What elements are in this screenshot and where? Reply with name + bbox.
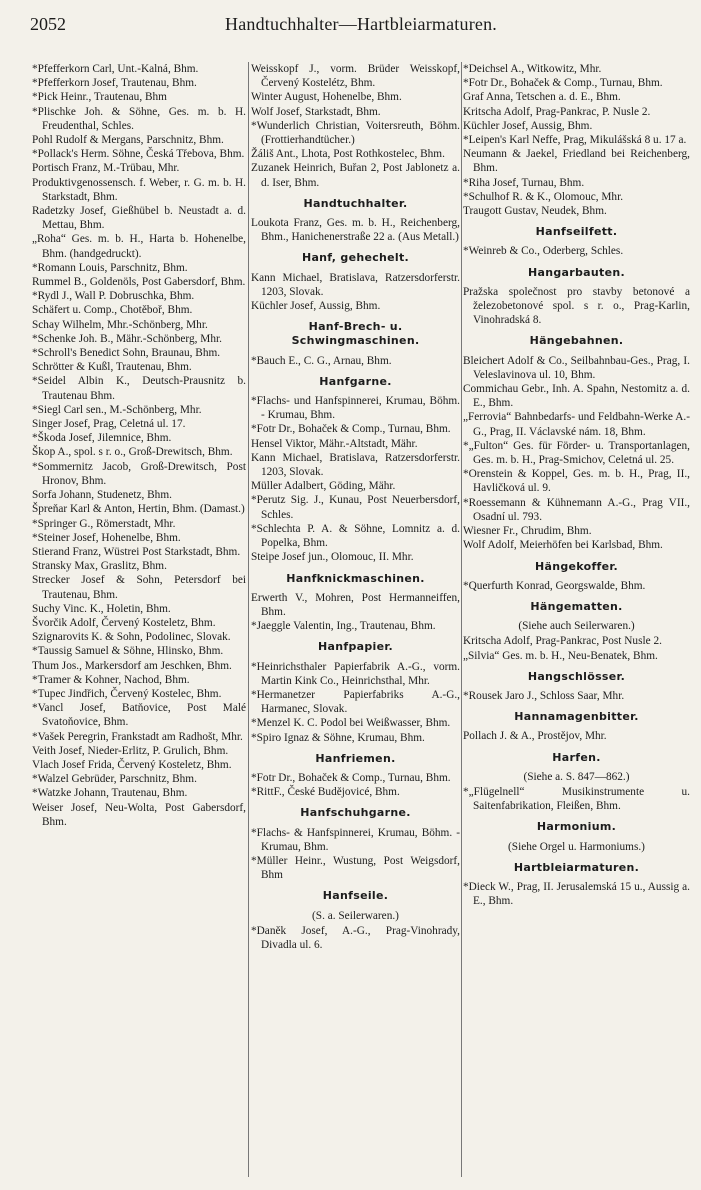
directory-entry: Wolf Adolf, Meierhöfen bei Karlsbad, Bhm.	[463, 539, 663, 552]
directory-entry: *Tupec Jindřich, Červený Kostelec, Bhm.	[32, 687, 222, 700]
directory-entry: Loukota Franz, Ges. m. b. H., Reichenberg, Bhm., Hanichenerstraße 22 a. (Aus Metall.)	[251, 217, 460, 244]
directory-entry: *Menzel K. C. Podol bei Weißwasser, Bhm.	[251, 717, 451, 730]
directory-entry: *Škoda Josef, Jilemnice, Bhm.	[32, 432, 172, 445]
directory-entry: Švorčik Adolf, Červený Kosteletz, Bhm.	[32, 616, 216, 629]
directory-entry: *Schroll's Benedict Sohn, Braunau, Bhm.	[32, 347, 221, 360]
directory-entry: „Silvia“ Ges. m. b. H., Neu-Benatek, Bhm.	[463, 649, 658, 662]
directory-entry: *Vašek Peregrin, Frankstadt am Radhošt, Mhr.	[32, 730, 243, 743]
directory-entry: Bleichert Adolf & Co., Seilbahnbau-Ges., Prag, I. Veleslavinova ul. 10, Bhm.	[463, 354, 690, 381]
directory-entry: *Deichsel A., Witkowitz, Mhr.	[463, 63, 602, 75]
directory-entry: Wolf Josef, Starkstadt, Bhm.	[251, 105, 381, 118]
directory-entry: *Fotr Dr., Bohaček & Comp., Turnau, Bhm.	[251, 771, 451, 784]
directory-entry: Thum Jos., Markersdorf am Jeschken, Bhm.	[32, 659, 232, 672]
directory-entry: *Bauch E., C. G., Arnau, Bhm.	[251, 354, 392, 367]
directory-entry: *Wunderlich Christian, Voitersreuth, Böhm. (Frottierhandtücher.)	[251, 119, 460, 147]
directory-entry: Weiser Josef, Neu-Wolta, Post Gabersdorf, Bhm.	[32, 801, 246, 828]
directory-entry: *Weinreb & Co., Oderberg, Schles.	[463, 245, 624, 258]
directory-entry: „Roha“ Ges. m. b. H., Harta b. Hohenelbe, Bhm. (handgedruckt).	[32, 233, 246, 260]
directory-entry: Schrötter & Kußl, Trautenau, Bhm.	[32, 361, 192, 374]
section-heading: Hanfseile.	[322, 889, 389, 903]
directory-entry: Pollach J. & A., Prostějov, Mhr.	[463, 730, 607, 743]
directory-entry: Wiesner Fr., Chrudim, Bhm.	[463, 525, 592, 538]
directory-entry: Schäfert u. Comp., Chotěboř, Bhm.	[32, 304, 193, 317]
directory-entry: Schay Wilhelm, Mhr.-Schönberg, Mhr.	[32, 318, 208, 331]
section-heading: Harfen.	[552, 750, 601, 764]
section-heading: Hängekoffer.	[534, 559, 619, 573]
directory-entry: *Steiner Josef, Hohenelbe, Bhm.	[32, 531, 181, 544]
section-heading: Harmonium.	[536, 820, 617, 834]
directory-entry: *Siegl Carl sen., M.-Schönberg, Mhr.	[32, 403, 202, 416]
directory-entry: *Plischke Joh. & Söhne, Ges. m. b. H. Freudenthal, Schles.	[32, 105, 246, 132]
directory-entry: Škop A., spol. s r. o., Groß-Drewitsch, Bhm.	[32, 446, 233, 459]
directory-entry: Veith Josef, Nieder-Erlitz, P. Grulich, Bhm.	[32, 744, 229, 757]
directory-entry: Weisskopf J., vorm. Brüder Weisskopf, Červený Kostelétz, Bhm.	[251, 63, 460, 90]
cross-reference-note: (S. a. Seilerwaren.)	[312, 909, 399, 922]
directory-entry: *Pfefferkorn Carl, Unt.-Kalná, Bhm.	[32, 63, 199, 75]
directory-entry: *„Fulton“ Ges. für Förder- u. Transportanlagen, Ges. m. b. H., Prag-Smichov, Celetná ul. 25.	[463, 439, 690, 467]
cross-reference-note: (Siehe a. S. 847—862.)	[523, 770, 630, 783]
directory-entry: *Schenke Joh. B., Mähr.-Schönberg, Mhr.	[32, 332, 222, 345]
directory-entry: *Walzel Gebrüder, Parschnitz, Bhm.	[32, 773, 197, 786]
directory-entry: Suchy Vinc. K., Holetin, Bhm.	[32, 602, 171, 615]
directory-entry: *Spiro Ignaz & Söhne, Krumau, Bhm.	[251, 731, 425, 744]
directory-entry: *Sommernitz Jacob, Groß-Drewitsch, Post Hronov, Bhm.	[32, 460, 246, 487]
directory-entry: *Jaeggle Valentin, Ing., Trautenau, Bhm.	[251, 620, 436, 633]
directory-entry: Winter August, Hohenelbe, Bhm.	[251, 91, 402, 104]
column-divider	[461, 62, 462, 1177]
directory-entry: *Müller Heinr., Wustung, Post Weigsdorf, Bhm	[251, 854, 460, 882]
section-heading: Hanf-Brech- u. Schwingmaschinen.	[291, 320, 420, 348]
section-heading: Hanfpapier.	[318, 640, 393, 654]
directory-entry: *Rousek Jaro J., Schloss Saar, Mhr.	[463, 689, 625, 702]
directory-entry: *Seidel Albin K., Deutsch-Prausnitz b. Trautenau Bhm.	[32, 375, 246, 402]
section-heading: Hartbleiarmaturen.	[513, 860, 640, 874]
directory-entry: *Querfurth Konrad, Georgswalde, Bhm.	[463, 579, 646, 592]
directory-entry: Stierand Franz, Wüstrei Post Starkstadt, Bhm.	[32, 545, 241, 558]
directory-entry: *Leipen's Karl Neffe, Prag, Mikulášská 8 u. 17 a.	[463, 134, 687, 147]
directory-entry: *„Flügelnell“ Musikinstrumente u. Saitenfabrikation, Fleißen, Bhm.	[463, 785, 690, 813]
section-heading: Hangschlösser.	[527, 669, 626, 683]
section-heading: Hanfgarne.	[319, 374, 392, 388]
section-heading: Hannamagenbitter.	[514, 710, 639, 724]
directory-entry: Kritscha Adolf, Prag-Pankrac, P. Nusle 2.	[463, 105, 651, 118]
columns	[32, 62, 692, 1177]
directory-entry: Kann Michael, Bratislava, Ratzersdorferstr. 1203, Slovak.	[251, 271, 460, 298]
section-heading: Hängematten.	[530, 599, 623, 613]
page-number: 2052	[30, 14, 66, 34]
column-1	[32, 62, 246, 1177]
directory-entry: *Pfefferkorn Josef, Trautenau, Bhm.	[32, 77, 197, 90]
page-header	[30, 14, 681, 42]
directory-entry: *Vancl Josef, Batňovice, Post Malé Svatoňovice, Bhm.	[32, 702, 246, 729]
directory-entry: *Rydl J., Wall P. Dobruschka, Bhm.	[32, 290, 195, 303]
directory-entry: *Flachs- & Hanfspinnerei, Krumau, Böhm. - Krumau, Bhm.	[251, 826, 460, 853]
cross-reference-note: (Siehe auch Seilerwaren.)	[518, 620, 635, 633]
directory-entry: Pražska společnost pro stavby betonové a železobetonové spol. s r. o., Prag-Karlin, Vinohradská 8.	[463, 285, 690, 327]
directory-entry: Neumann & Jaekel, Friedland bei Reichenberg, Bhm.	[463, 148, 690, 175]
directory-entry: Szignarovits K. & Sohn, Podolinec, Slovak.	[32, 631, 231, 644]
directory-entry: *Riha Josef, Turnau, Bhm.	[463, 176, 585, 189]
directory-entry: Zuzanek Heinrich, Buřan 2, Post Jablonetz a. d. Iser, Bhm.	[251, 162, 460, 189]
directory-entry: *Heinrichsthaler Papierfabrik A.-G., vorm. Martin Kink Co., Heinrichsthal, Mhr.	[251, 660, 460, 687]
directory-entry: Singer Josef, Prag, Celetná ul. 17.	[32, 418, 186, 431]
directory-entry: Sorfa Johann, Studenetz, Bhm.	[32, 489, 172, 502]
directory-entry: *Romann Louis, Parschnitz, Bhm.	[32, 261, 188, 274]
directory-entry: Radetzky Josef, Gießhübel b. Neustadt a. d. Mettau, Bhm.	[32, 205, 246, 232]
directory-entry: *Fotr Dr., Bohaček & Comp., Turnau, Bhm.	[251, 423, 451, 436]
directory-entry: *Fotr Dr., Bohaček & Comp., Turnau, Bhm.	[463, 77, 663, 90]
directory-entry: *Daněk Josef, A.-G., Prag-Vinohrady, Divadla ul. 6.	[251, 924, 460, 951]
directory-entry: Kann Michael, Bratislava, Ratzersdorferstr. 1203, Slovak.	[251, 451, 460, 479]
section-heading: Hanfschuhgarne.	[300, 806, 411, 820]
directory-entry: Rummel B., Goldenöls, Post Gabersdorf, Bhm.	[32, 276, 246, 289]
directory-entry: *Springer G., Römerstadt, Mhr.	[32, 517, 176, 530]
directory-entry: Produktivgenossensch. f. Weber, r. G. m. b. H. Starkstadt, Bhm.	[32, 176, 246, 203]
directory-entry: Graf Anna, Tetschen a. d. E., Bhm.	[463, 91, 621, 104]
directory-entry: Hensel Viktor, Mähr.-Altstadt, Mähr.	[251, 437, 418, 450]
column-3	[463, 62, 690, 1177]
column-divider	[248, 62, 249, 1177]
directory-entry: „Ferrovia“ Bahnbedarfs- und Feldbahn-Werke A.-G., Prag, II. Václavské nám. 18, Bhm.	[463, 411, 690, 438]
section-heading: Hängebahnen.	[529, 334, 624, 348]
running-head: Handtuchhalter—Hartbleiarmaturen.	[225, 14, 497, 34]
directory-entry: Žáliš Ant., Lhota, Post Rothkostelec, Bhm.	[251, 148, 445, 161]
directory-entry: Steipe Josef jun., Olomouc, II. Mhr.	[251, 551, 414, 564]
directory-entry: *Tramer & Kohner, Nachod, Bhm.	[32, 673, 190, 686]
directory-entry: *Flachs- und Hanfspinnerei, Krumau, Böhm. - Krumau, Bhm.	[251, 395, 460, 422]
directory-entry: *Hermanetzer Papierfabriks A.-G., Harmanec, Slovak.	[251, 688, 460, 716]
section-heading: Handtuchhalter.	[303, 196, 408, 210]
directory-entry: *Pick Heinr., Trautenau, Bhm	[32, 91, 167, 104]
directory-entry: Traugott Gustav, Neudek, Bhm.	[463, 205, 607, 218]
directory-entry: Vlach Josef Frida, Červený Kosteletz, Bhm.	[32, 758, 232, 771]
directory-entry: *Schulhof R. & K., Olomouc, Mhr.	[463, 190, 624, 203]
directory-entry: *Roessemann & Kühnemann A.-G., Prag VII., Osadní ul. 793.	[463, 496, 690, 523]
directory-entry: *Orenstein & Koppel, Ges. m. b. H., Prag, II., Havličková ul. 9.	[463, 468, 690, 495]
directory-entry: *Watzke Johann, Trautenau, Bhm.	[32, 787, 188, 800]
directory-entry: Pohl Rudolf & Mergans, Parschnitz, Bhm.	[32, 134, 224, 147]
directory-entry: Stransky Max, Graslitz, Bhm.	[32, 560, 167, 573]
directory-entry: Špreňar Karl & Anton, Hertin, Bhm. (Damast.)	[32, 503, 245, 516]
directory-entry: *Taussig Samuel & Söhne, Hlinsko, Bhm.	[32, 645, 224, 658]
directory-entry: *Schlechta P. A. & Söhne, Lomnitz a. d. Popelka, Bhm.	[251, 522, 460, 550]
directory-entry: Portisch Franz, M.-Trübau, Mhr.	[32, 162, 180, 175]
directory-entry: *Pollack's Herm. Söhne, Česká Třebova, Bhm.	[32, 148, 245, 161]
column-2	[251, 62, 460, 1177]
section-heading: Hanfseilfett.	[535, 225, 618, 239]
directory-entry: Küchler Josef, Aussig, Bhm.	[463, 119, 593, 132]
directory-entry: Kritscha Adolf, Prag-Pankrac, Post Nusle 2.	[463, 635, 662, 648]
cross-reference-note: (Siehe Orgel u. Harmoniums.)	[508, 840, 645, 853]
directory-entry: Müller Adalbert, Göding, Mähr.	[251, 480, 396, 493]
directory-entry: *RittF., České Budějovicé, Bhm.	[251, 786, 400, 799]
section-heading: Hanfknickmaschinen.	[286, 571, 425, 585]
directory-entry: *Dieck W., Prag, II. Jerusalemská 15 u., Aussig a. E., Bhm.	[463, 880, 690, 908]
directory-entry: *Perutz Sig. J., Kunau, Post Neuerbersdorf, Schles.	[251, 494, 460, 521]
directory-entry: Küchler Josef, Aussig, Bhm.	[251, 300, 381, 313]
directory-entry: Erwerth V., Mohren, Post Hermanneiffen, Bhm.	[251, 591, 460, 618]
directory-entry: Commichau Gebr., Inh. A. Spahn, Nestomitz a. d. E., Bhm.	[463, 383, 690, 410]
section-heading: Hanf, gehechelt.	[301, 251, 410, 265]
section-heading: Hangarbauten.	[528, 265, 625, 279]
directory-entry: Strecker Josef & Sohn, Petersdorf bei Trautenau, Bhm.	[32, 574, 246, 601]
section-heading: Hanfriemen.	[315, 751, 396, 765]
